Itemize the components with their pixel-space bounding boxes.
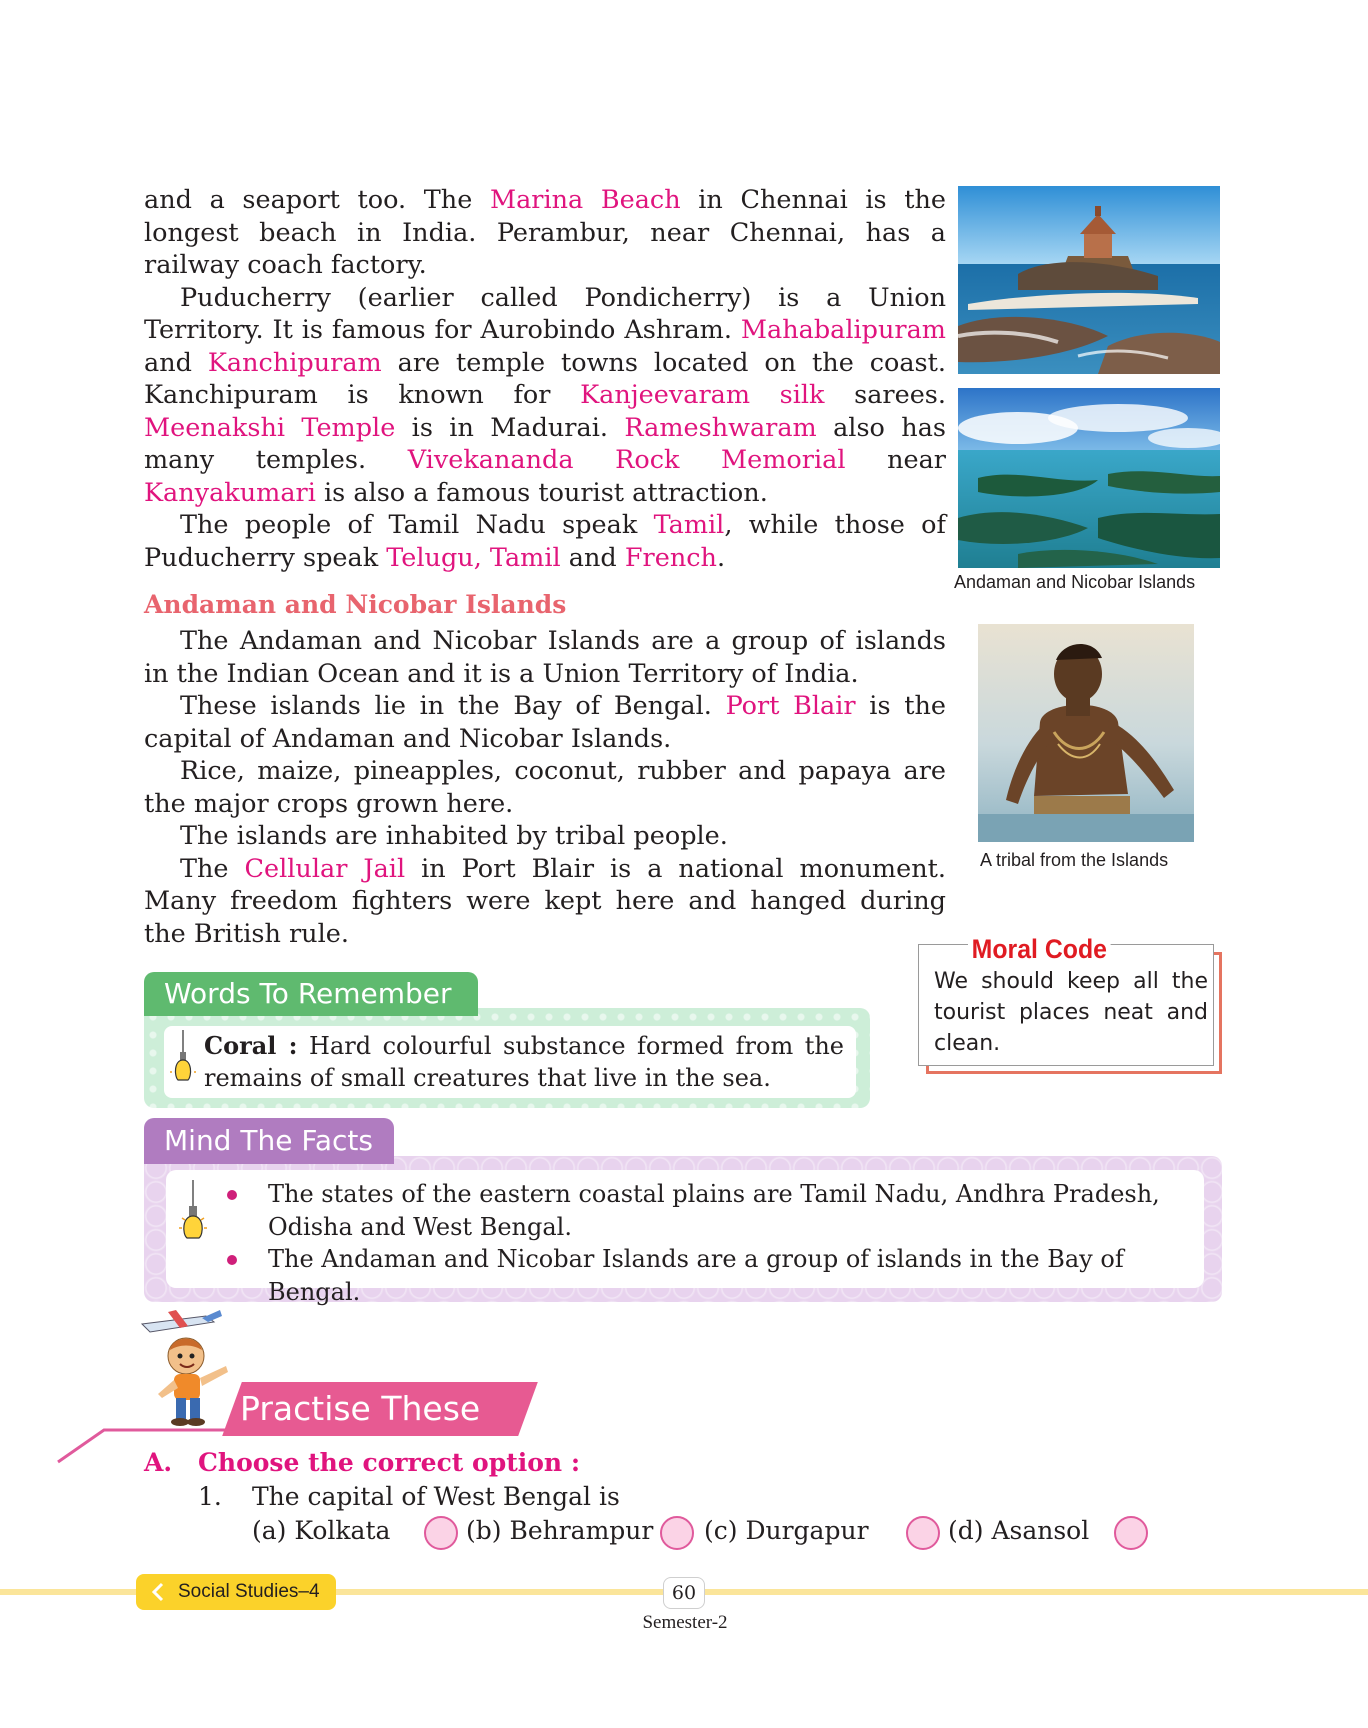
tribal-photo	[978, 624, 1194, 842]
text-segment: in Port Blair is a national monument. Many freedom fighters were kept here and hanged during the British rule.	[144, 853, 946, 949]
section-heading: Andaman and Nicobar Islands	[144, 590, 567, 619]
body-text-top	[144, 184, 946, 574]
list-item: The Andaman and Nicobar Islands are a group of islands in the Bay of Bengal.	[222, 1243, 1192, 1308]
question-number: 1.	[198, 1482, 222, 1511]
option-b-checkbox[interactable]	[660, 1516, 694, 1550]
text-segment: is also a famous tourist attraction.	[315, 477, 768, 508]
text-segment: Puducherry (earlier called Pondicherry) is a Union Territory. It is famous for Aurobindo Ashram.	[144, 282, 946, 345]
text-segment: The Andaman and Nicobar Islands are a group of islands in the Indian Ocean and it is a Union Territory of India.	[144, 626, 946, 689]
section-label: Choose the correct option :	[198, 1448, 581, 1477]
words-to-remember-title: Words To Remember	[144, 972, 478, 1016]
highlighted-term: Kanjeevaram silk	[580, 380, 825, 410]
semester-label: Semester-2	[642, 1612, 728, 1633]
text-segment: near	[845, 445, 946, 475]
andaman-islands-photo	[958, 388, 1220, 568]
paragraph	[144, 853, 946, 951]
term: Coral :	[204, 1031, 298, 1060]
option-b-label: (b) Behrampur	[466, 1516, 654, 1545]
footer-book-title: Social Studies–4	[178, 1581, 320, 1602]
highlighted-term: French	[624, 542, 717, 573]
bulb-icon	[170, 1030, 196, 1094]
mind-the-facts-title: Mind The Facts	[144, 1118, 394, 1164]
highlighted-term: Tamil	[653, 510, 725, 540]
vivekananda-rock-photo	[958, 186, 1220, 374]
list-item: The states of the eastern coastal plains are Tamil Nadu, Andhra Pradesh, Odisha and West Bengal.	[222, 1178, 1192, 1243]
moral-code-text: We should keep all the tourist places neat and clean.	[934, 969, 1208, 1056]
paragraph	[144, 282, 946, 510]
text-segment: Rice, maize, pineapples, coconut, rubber and papaya are the major crops grown here.	[144, 756, 946, 819]
paragraph	[144, 690, 946, 755]
text-segment: The islands are inhabited by tribal people.	[180, 821, 728, 851]
mind-the-facts-list	[222, 1178, 1192, 1308]
highlighted-term: Rameshwaram	[624, 412, 817, 443]
text-segment: sarees.	[824, 380, 946, 410]
paragraph	[144, 755, 946, 820]
text-segment: and	[560, 542, 625, 573]
chevron-left-icon	[150, 1582, 166, 1602]
text-segment: These islands lie in the Bay of Bengal.	[180, 691, 726, 721]
highlighted-term: Kanyakumari	[144, 477, 316, 508]
highlighted-term: Meenakshi Temple	[144, 412, 396, 443]
text-segment: .	[716, 542, 726, 573]
paragraph	[144, 625, 946, 690]
paragraph	[144, 509, 946, 574]
text-segment: is the capital of Andaman and Nicobar Islands.	[144, 691, 946, 754]
option-d-checkbox[interactable]	[1114, 1516, 1148, 1550]
text-segment: is in Madurai.	[395, 412, 625, 443]
highlighted-term: Port Blair	[725, 691, 856, 721]
highlighted-term: Kanchipuram	[207, 347, 382, 378]
moral-code-title: Moral Code	[968, 934, 1111, 965]
islands-photo-caption: Andaman and Nicobar Islands	[954, 572, 1196, 592]
text-segment: The people of Tamil Nadu speak	[180, 510, 654, 540]
page-number: 60	[663, 1577, 705, 1609]
section-letter: A.	[144, 1448, 173, 1477]
highlighted-term: Telugu, Tamil	[386, 542, 561, 573]
option-a-label: (a) Kolkata	[252, 1516, 391, 1545]
text-segment: , while those of Puducherry speak	[144, 510, 946, 573]
kid-with-airplane-illustration	[136, 1310, 246, 1430]
text-segment: and a seaport too. The	[144, 185, 490, 215]
text-segment: and	[144, 347, 208, 378]
words-to-remember-text	[204, 1030, 844, 1094]
option-c-label: (c) Durgapur	[704, 1516, 869, 1545]
option-c-checkbox[interactable]	[906, 1516, 940, 1550]
paragraph	[144, 820, 946, 853]
practise-title: Practise These	[240, 1389, 481, 1428]
highlighted-term: Vivekananda Rock Memorial	[407, 445, 846, 475]
text-segment: are temple towns located on the coast. Kanchipuram is known for	[144, 347, 946, 410]
bulb-icon	[178, 1180, 208, 1254]
definition: Hard colourful substance formed from the remains of small creatures that live in the sea.	[204, 1032, 845, 1092]
option-d-label: (d) Asansol	[948, 1516, 1090, 1545]
text-segment: also has many temples.	[144, 412, 946, 475]
highlighted-term: Mahabalipuram	[740, 315, 946, 345]
text-segment: in Chennai is the longest beach in India. Perambur, near Chennai, has a railway coach factory.	[144, 185, 946, 280]
paragraph	[144, 184, 946, 282]
body-text-andaman	[144, 625, 946, 950]
highlighted-term: Marina Beach	[489, 185, 681, 215]
highlighted-term: Cellular Jail	[244, 853, 406, 884]
option-a-checkbox[interactable]	[424, 1516, 458, 1550]
footer-book-tab	[136, 1574, 336, 1610]
text-segment: The	[180, 853, 245, 884]
question-text: The capital of West Bengal is	[252, 1482, 620, 1511]
tribal-photo-caption: A tribal from the Islands	[980, 850, 1169, 870]
